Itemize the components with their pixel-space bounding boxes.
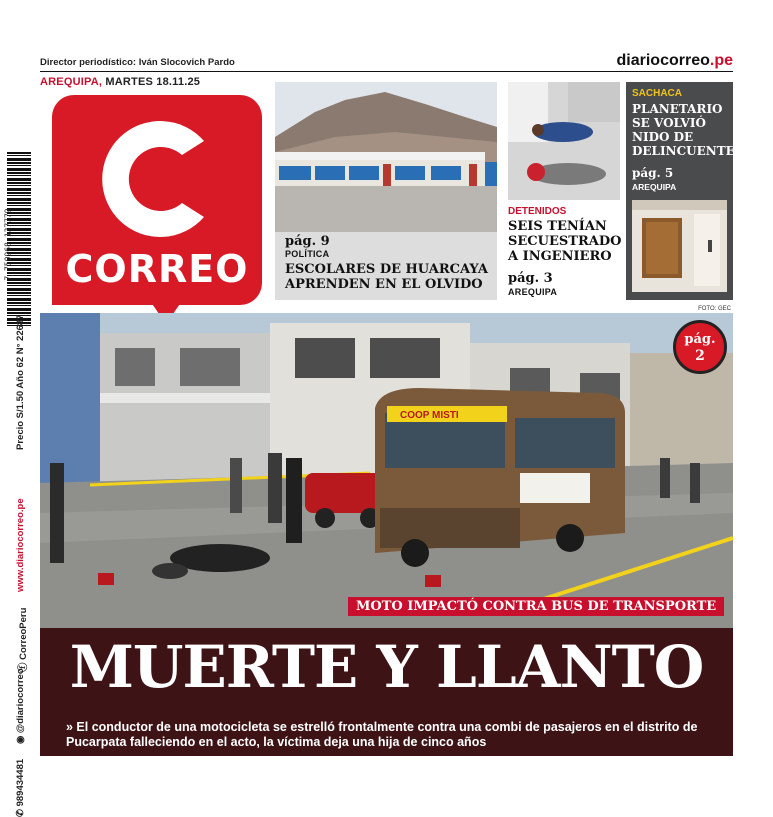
dateline [40,76,200,88]
school-story-meta [285,234,330,259]
dateline-date: MARTES 18.11.25 [105,76,201,88]
site-name[interactable] [617,52,733,70]
social-whatsapp[interactable] [15,759,26,817]
story-school[interactable] [275,82,497,300]
whatsapp-number: 989434481 [15,758,26,807]
planetarium-kicker: SACHACA [632,88,682,99]
kidnapping-page: pág. 3 [508,271,553,286]
social-twitter[interactable] [15,668,26,744]
main-summary: » El conductor de una motocicleta se estrelló frontalmente contra una combi de pasajeros en el distrito de Pucarpata falleciendo en el acto, la víctima deja una hija de cinco años [66,720,698,749]
whatsapp-icon: ✆ [15,806,26,817]
side-strip [0,72,40,817]
page-badge-label: pág. [684,332,716,347]
kidnapping-headline[interactable]: SEIS TENÍAN SECUESTRADO A INGENIERO [508,219,622,264]
main-headline-block[interactable] [40,628,733,756]
price-issue-line: Precio S/1.50 Año 62 N° 22687 [15,314,26,450]
planetarium-region: AREQUIPA [632,182,677,192]
kidnapping-region: AREQUIPA [508,287,558,297]
barcode-number: 7 750968 137779 [3,208,13,281]
story-kidnapping[interactable] [508,82,620,300]
main-headline[interactable]: MUERTE Y LLANTO [69,633,704,701]
planetarium-headline[interactable]: PLANETARIO SE VOLVIÓ NIDO DE DELINCUENTES [632,102,744,158]
photo-caption: MOTO IMPACTÓ CONTRA BUS DE TRANSPORTE [348,597,724,616]
social-facebook[interactable] [15,608,29,672]
director-credit: Director periodístico: Iván Slocovich Pardo [40,57,235,68]
page-badge-number: 2 [695,348,705,364]
site-name-main: diariocorreo [616,52,710,69]
site-name-tld: .pe [709,52,733,69]
kidnapping-kicker: DETENIDOS [508,206,567,217]
correo-logo[interactable] [52,95,262,305]
header-rule [40,71,733,72]
facebook-icon: ⓕ [18,659,29,672]
photo-credit: FOTO: GEC [698,306,731,312]
twitter-icon: ◉ [15,733,26,744]
school-photo [275,82,497,232]
accident-photo [40,313,733,628]
school-story-page: pág. 9 [285,234,330,249]
planetarium-photo [632,200,727,292]
dateline-city: AREQUIPA, [40,76,103,88]
twitter-handle: @diariocorreo [15,668,26,734]
main-page-badge[interactable] [673,320,727,374]
story-planetarium[interactable] [626,82,744,300]
logo-wordmark: CORREO [65,247,249,291]
planetarium-page: pág. 5 [632,166,674,180]
logo-c-icon [86,107,230,251]
website-vertical[interactable]: www.diariocorreo.pe [15,498,26,592]
detainees-photo [508,82,620,200]
school-story-headline[interactable]: ESCOLARES DE HUARCAYA APRENDEN EN EL OLVIDO [285,262,488,292]
school-story-section: POLÍTICA [285,249,330,259]
facebook-handle: CorreoPeru [18,607,29,660]
svg-text:COOP MISTI: COOP MISTI [400,410,459,421]
